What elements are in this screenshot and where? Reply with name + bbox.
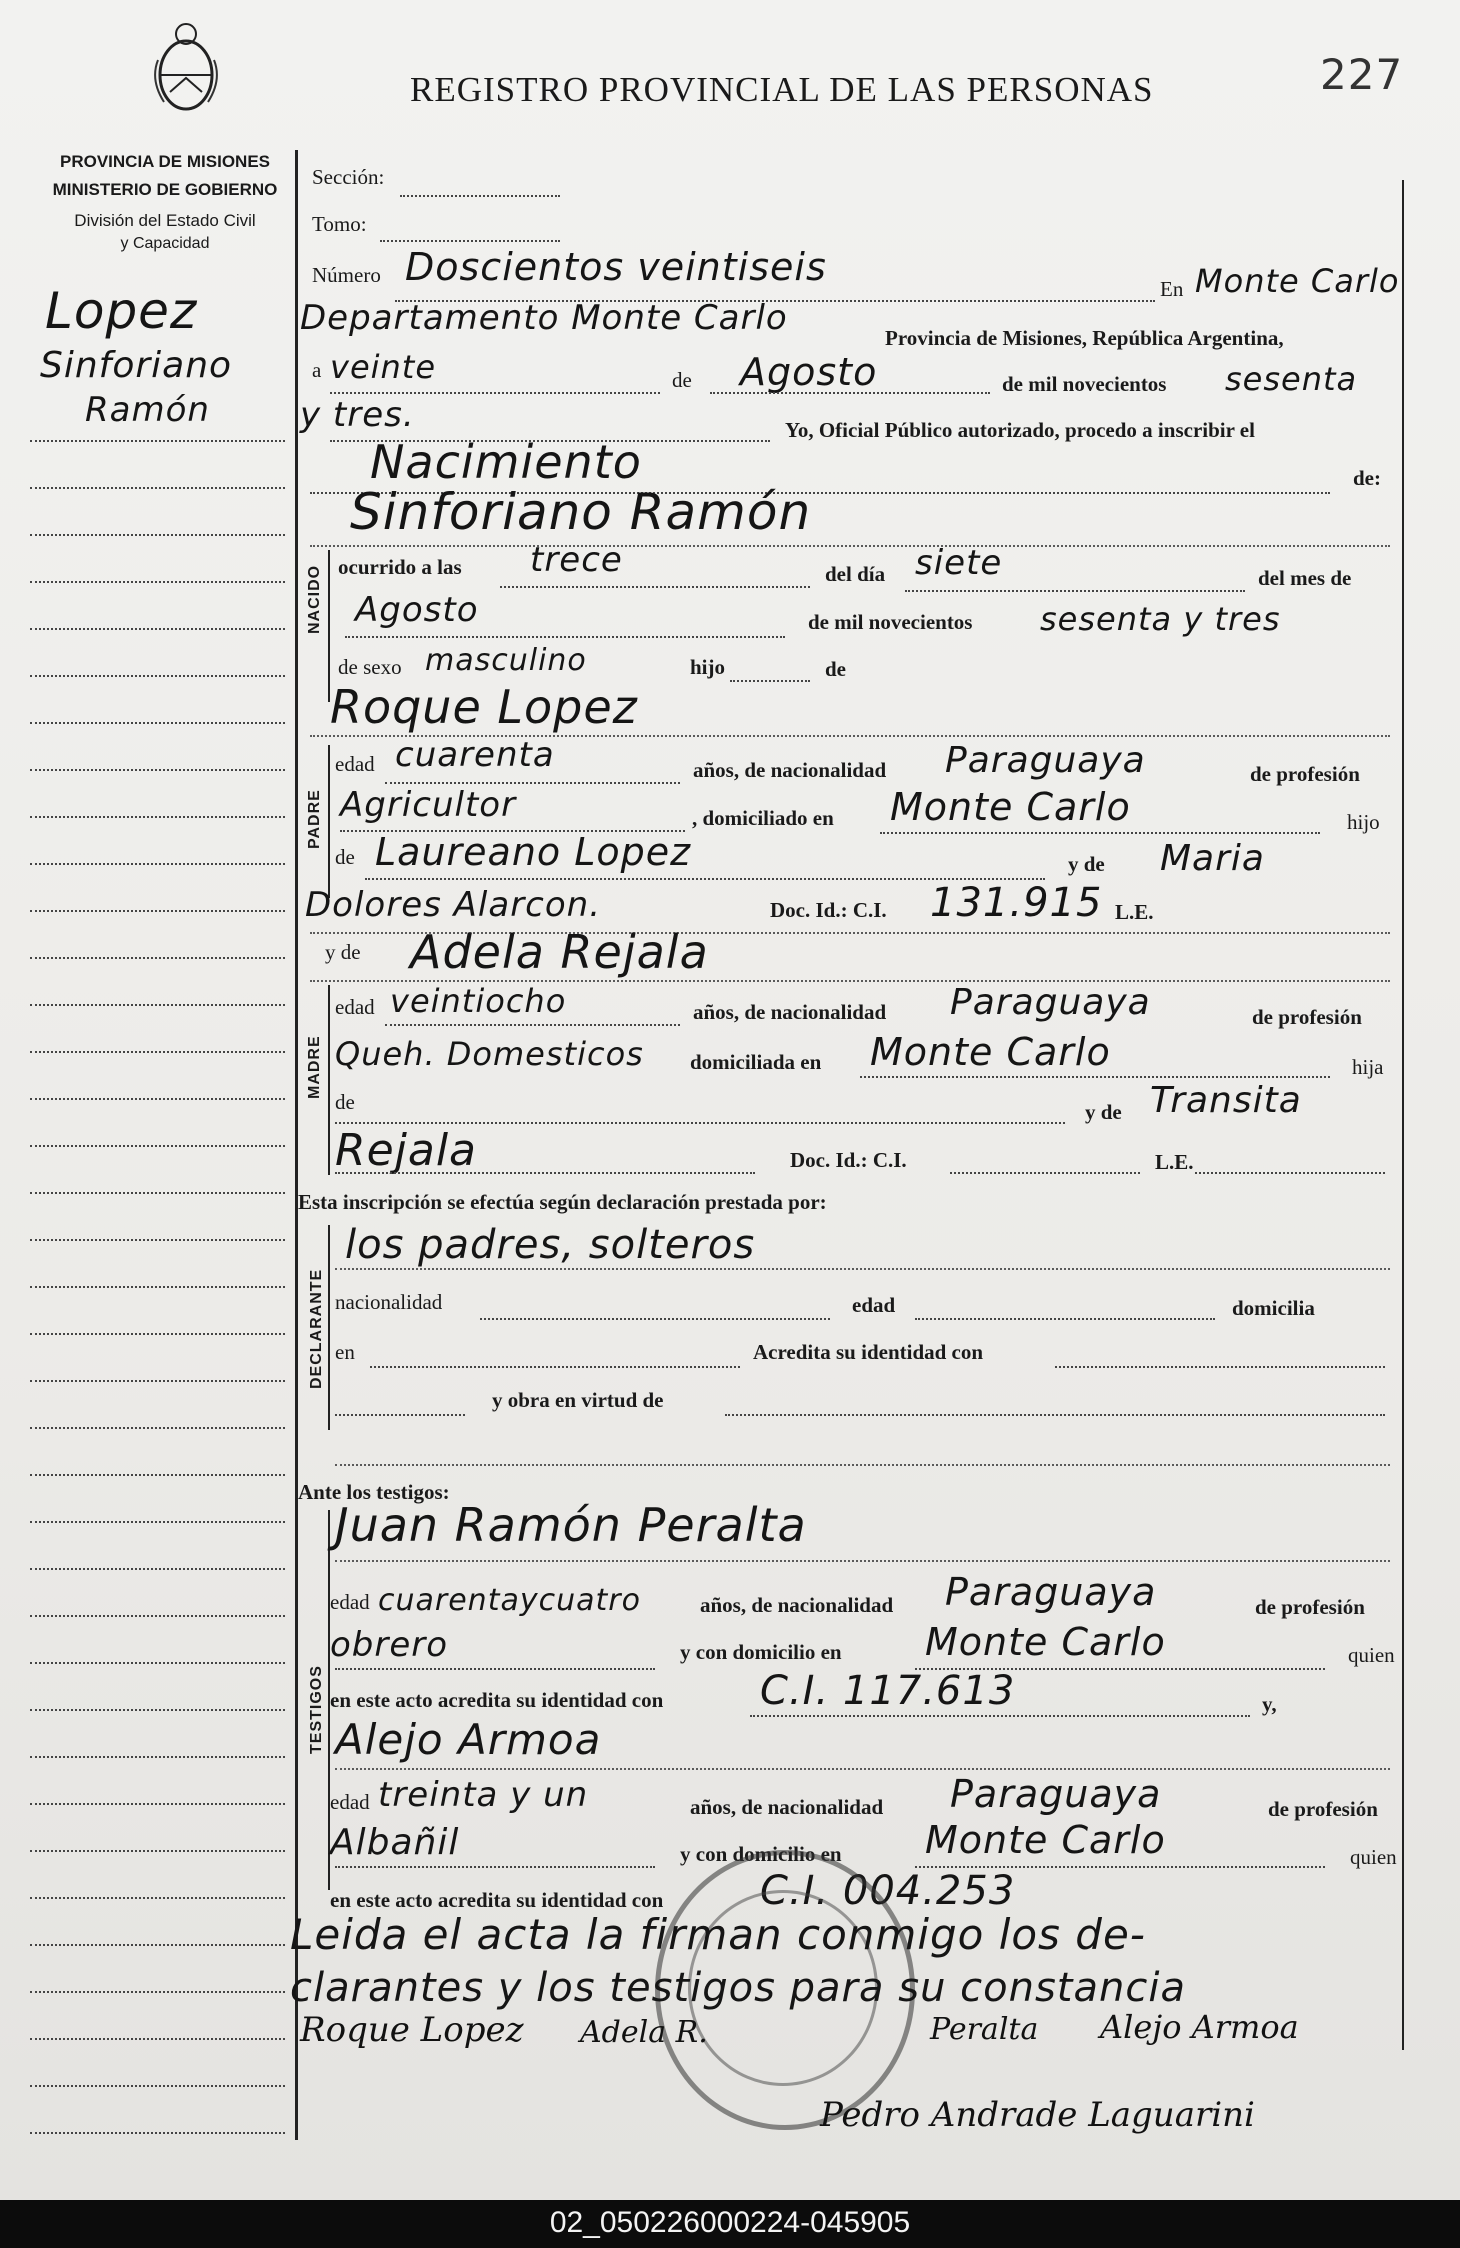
declarante-en-label: en: [335, 1340, 355, 1364]
page-number: 227: [1320, 50, 1404, 99]
margin-ruled-line: [30, 1098, 285, 1100]
ocurrido-label: ocurrido a las: [338, 555, 462, 579]
margin-ruled-line: [30, 581, 285, 583]
padre-de-label: de: [335, 845, 355, 869]
sexo-label: de sexo: [338, 655, 402, 679]
margin-ruled-line: [30, 2085, 285, 2087]
madre-apellido-value: Rejala: [335, 1125, 478, 1176]
testigo2-edad: treinta y un: [378, 1775, 589, 1815]
margin-ruled-line: [30, 1427, 285, 1429]
declarante-obra-label: y obra en virtud de: [492, 1388, 664, 1412]
padre-edad-line: [385, 782, 680, 784]
margin-ruled-line: [30, 1145, 285, 1147]
madre-le-line: [1195, 1172, 1385, 1174]
signature-peralta: Peralta: [930, 2012, 1039, 2047]
closing-line-1: Leida el acta la firman conmigo los de-: [290, 1910, 1146, 1959]
dia-nac-value: siete: [915, 543, 1003, 583]
a-label: a: [312, 358, 322, 382]
testigo2-prof-line: [335, 1866, 655, 1868]
tomo-label: Tomo:: [312, 212, 367, 236]
sexo-value: masculino: [425, 643, 587, 678]
padre-nombre-value: Roque Lopez: [330, 680, 638, 734]
acto-value: Nacimiento: [370, 435, 642, 489]
margin-ruled-line: [30, 957, 285, 959]
declarante-edad-line: [915, 1318, 1215, 1320]
padre-edad-label: edad: [335, 752, 375, 776]
margin-ruled-line: [30, 1850, 285, 1852]
mil-nac-label: de mil novecientos: [808, 610, 973, 634]
nombre-line: [310, 545, 1390, 547]
madre-rule: [328, 985, 330, 1175]
madre-profesion-value: Queh. Domesticos: [335, 1035, 644, 1073]
madre-nacionalidad-value: Paraguaya: [950, 982, 1151, 1023]
padre-domicilio-label: , domiciliado en: [692, 806, 834, 830]
padre-y-de-label: y de: [1068, 852, 1105, 876]
image-id-caption: 02_050226000224-045905: [549, 2206, 911, 2239]
margin-firstname: Sinforiano: [40, 345, 233, 386]
testigo2-prof-label: de profesión: [1268, 1797, 1378, 1821]
margin-ruled-line: [30, 1239, 285, 1241]
nombre-value: Sinforiano Ramón: [350, 483, 812, 541]
mes-line: [710, 392, 990, 394]
madre-le-label: L.E.: [1155, 1150, 1194, 1174]
mes-value: Agosto: [740, 350, 878, 394]
madre-madre-value: Transita: [1150, 1080, 1302, 1121]
madre-nacionalidad-label: años, de nacionalidad: [693, 1000, 887, 1024]
declarante-nacionalidad-label: nacionalidad: [335, 1290, 443, 1314]
padre-le-label: L.E.: [1115, 900, 1154, 924]
margin-ruled-line: [30, 722, 285, 724]
mil-label: de mil novecientos: [1002, 372, 1167, 396]
margin-ruled-line: [30, 1756, 285, 1758]
declarante-acredita-label: Acredita su identidad con: [753, 1340, 984, 1364]
org-line-3: División del Estado Civil: [74, 211, 256, 230]
testigos-section-label: TESTIGOS: [308, 1665, 325, 1754]
margin-ruled-line: [30, 1991, 285, 1993]
margin-ruled-line: [30, 440, 285, 442]
margin-surname: Lopez: [45, 282, 198, 340]
madre-doc-label: Doc. Id.: C.I.: [790, 1148, 907, 1172]
testigos-intro: Ante los testigos:: [298, 1480, 450, 1504]
padre-profesion-value: Agricultor: [340, 785, 517, 825]
seccion-line: [400, 195, 560, 197]
de-label: de: [672, 368, 692, 392]
padre-doc-label: Doc. Id.: C.I.: [770, 898, 887, 922]
margin-ruled-line: [30, 1615, 285, 1617]
nacido-de-label: de: [825, 657, 846, 681]
declarante-section-label: DECLARANTE: [308, 1268, 325, 1389]
declarante-domicilia-label: domicilia: [1232, 1296, 1315, 1320]
signature-roque-lopez: Roque Lopez: [300, 2010, 524, 2050]
document-title: REGISTRO PROVINCIAL DE LAS PERSONAS: [410, 70, 1154, 109]
declarante-obra-pre-line: [335, 1414, 465, 1416]
testigo1-nac: Paraguaya: [945, 1570, 1157, 1614]
madre-y-de-label: y de: [325, 940, 361, 964]
padre-nacionalidad-label: años, de nacionalidad: [693, 758, 887, 782]
madre-de-label: de: [335, 1090, 355, 1114]
declarante-rule: [328, 1225, 330, 1430]
testigo1-edad-label: edad: [330, 1590, 370, 1614]
margin-ruled-line: [30, 1897, 285, 1899]
testigo2-dom-label: y con domicilio en: [680, 1842, 842, 1866]
padre-profesion-label: de profesión: [1250, 762, 1360, 786]
margin-ruled-line: [30, 675, 285, 677]
closing-line-2: clarantes y los testigos para su constancia: [290, 1965, 1186, 2011]
testigo1-dom-label: y con domicilio en: [680, 1640, 842, 1664]
departamento-value: Departamento Monte Carlo: [300, 298, 788, 338]
padre-madre-value-2: Dolores Alarcon.: [305, 885, 602, 925]
margin-ruled-line: [30, 1662, 285, 1664]
madre-profesion-label: de profesión: [1252, 1005, 1362, 1029]
testigo2-quien: quien: [1350, 1845, 1397, 1869]
madre-domicilio-value: Monte Carlo: [870, 1030, 1111, 1074]
nacido-section-label: NACIDO: [306, 564, 323, 634]
testigo1-nac-label: años, de nacionalidad: [700, 1593, 894, 1617]
declarante-edad-label: edad: [852, 1293, 896, 1317]
padre-domicilio-line: [880, 832, 1320, 834]
hora-line: [500, 586, 810, 588]
madre-y-de2-label: y de: [1085, 1100, 1122, 1124]
margin-ruled-line: [30, 1568, 285, 1570]
margin-ruled-line: [30, 1192, 285, 1194]
padre-nacionalidad-value: Paraguaya: [945, 740, 1146, 781]
madre-edad-label: edad: [335, 995, 375, 1019]
padre-hijo-label: hijo: [1347, 810, 1380, 834]
madre-domicilio-line: [860, 1076, 1330, 1078]
del-dia-label: del día: [825, 562, 886, 586]
margin-ruled-line: [30, 1474, 285, 1476]
margin-ruled-line: [30, 1709, 285, 1711]
margin-ruled-line: [30, 1944, 285, 1946]
padre-madre-value-1: Maria: [1160, 838, 1265, 879]
left-column-rule: [295, 150, 298, 2140]
dia-line: [330, 392, 660, 394]
margin-ruled-line: [30, 628, 285, 630]
margin-ruled-line: [30, 1286, 285, 1288]
signature-adela: Adela R.: [580, 2015, 708, 2050]
hijo-label: hijo: [690, 655, 726, 679]
testigo2-edad-label: edad: [330, 1790, 370, 1814]
margin-ruled-line: [30, 2038, 285, 2040]
numero-label: Número: [312, 263, 381, 287]
del-mes-label: del mes de: [1258, 566, 1352, 590]
declarante-value-line: [335, 1268, 1390, 1270]
testigo1-y: y,: [1262, 1692, 1277, 1716]
org-line-2: MINISTERIO DE GOBIERNO: [52, 180, 278, 199]
margin-ruled-line: [30, 2132, 285, 2134]
declarante-nacionalidad-line: [480, 1318, 830, 1320]
margin-ruled-line: [30, 1004, 285, 1006]
mes-nac-value: Agosto: [355, 590, 479, 630]
testigo2-prof: Albañil: [330, 1822, 460, 1863]
margin-ruled-line: [30, 1803, 285, 1805]
padre-padre-value: Laureano Lopez: [375, 830, 692, 874]
hora-value: trece: [530, 540, 623, 580]
dia-value: veinte: [330, 348, 437, 386]
provincia-text: Provincia de Misiones, República Argentina,: [885, 326, 1284, 350]
de-colon-label: de:: [1353, 466, 1381, 490]
padre-doc-value: 131.915: [930, 880, 1103, 926]
en-label: En: [1160, 277, 1184, 301]
testigo1-edad: cuarentaycuatro: [378, 1583, 641, 1618]
declarante-value: los padres, solteros: [345, 1222, 756, 1268]
testigo2-nac-label: años, de nacionalidad: [690, 1795, 884, 1819]
margin-ruled-line: [30, 769, 285, 771]
testigo2-nombre-line: [335, 1768, 1390, 1770]
padre-section-label: PADRE: [306, 789, 323, 849]
madre-domicilio-label: domiciliada en: [690, 1050, 822, 1074]
padre-edad-value: cuarenta: [395, 735, 555, 775]
en-value: Monte Carlo: [1195, 262, 1400, 300]
tomo-line: [380, 240, 560, 242]
testigo1-prof-line: [335, 1668, 655, 1670]
anio-value-2: y tres.: [300, 395, 415, 435]
margin-secondname: Ramón: [85, 390, 210, 430]
testigo2-doc: C.I. 004.253: [760, 1868, 1016, 1914]
footer-bar: [0, 2200, 1460, 2248]
madre-doc-line: [950, 1172, 1140, 1174]
mes-nac-line: [345, 636, 785, 638]
madre-hija-label: hija: [1352, 1055, 1384, 1079]
declarante-en-line: [370, 1366, 740, 1368]
anio-value-1: sesenta: [1225, 360, 1358, 398]
margin-ruled-line: [30, 1333, 285, 1335]
hijo-line: [730, 680, 810, 682]
declarante-intro: Esta inscripción se efectúa según declaración prestada por:: [298, 1190, 827, 1214]
testigo1-prof-label: de profesión: [1255, 1595, 1365, 1619]
testigo1-prof: obrero: [330, 1625, 449, 1665]
margin-ruled-line: [30, 534, 285, 536]
margin-ruled-line: [30, 816, 285, 818]
testigo1-dom: Monte Carlo: [925, 1620, 1166, 1664]
margin-ruled-line: [30, 487, 285, 489]
padre-domicilio-value: Monte Carlo: [890, 785, 1131, 829]
signature-alejo-armoa: Alejo Armoa: [1100, 2008, 1299, 2046]
testigo1-doc: C.I. 117.613: [760, 1668, 1016, 1714]
testigo1-nombre: Juan Ramón Peralta: [335, 1498, 807, 1552]
declarante-obra-line: [725, 1414, 1385, 1416]
madre-edad-line: [385, 1024, 680, 1026]
testigo2-nombre: Alejo Armoa: [335, 1715, 602, 1764]
madre-apellido-line: [335, 1172, 755, 1174]
org-line-4: y Capacidad: [120, 235, 210, 252]
numero-value: Doscientos veintiseis: [405, 245, 827, 289]
padre-rule: [328, 745, 330, 898]
margin-ruled-line: [30, 863, 285, 865]
madre-nombre-value: Adela Rejala: [410, 925, 709, 979]
right-border-rule: [1402, 180, 1404, 2050]
testigo2-dom: Monte Carlo: [925, 1818, 1166, 1862]
testigo2-acredita-label: en este acto acredita su identidad con: [330, 1888, 664, 1912]
testigo1-nombre-line: [335, 1560, 1390, 1562]
margin-ruled-line: [30, 1521, 285, 1523]
margin-ruled-line: [30, 1380, 285, 1382]
testigo1-quien: quien: [1348, 1643, 1395, 1667]
madre-edad-value: veintiocho: [390, 982, 567, 1020]
anio-nac-value: sesenta y tres: [1040, 600, 1281, 638]
margin-ruled-line: [30, 1051, 285, 1053]
declarante-extra-line: [335, 1464, 1390, 1466]
madre-section-label: MADRE: [306, 1035, 323, 1099]
testigo2-nac: Paraguaya: [950, 1772, 1162, 1816]
seccion-label: Sección:: [312, 165, 385, 189]
testigo1-doc-line: [750, 1715, 1250, 1717]
oficial-text: Yo, Oficial Público autorizado, procedo a inscribir el: [785, 418, 1255, 442]
coat-of-arms-icon: [150, 20, 222, 115]
org-line-1: PROVINCIA DE MISIONES: [59, 152, 270, 171]
margin-ruled-line: [30, 910, 285, 912]
declarante-acredita-line: [1055, 1366, 1385, 1368]
dia-nac-line: [905, 590, 1245, 592]
madre-de-line: [335, 1122, 1065, 1124]
testigo1-acredita-label: en este acto acredita su identidad con: [330, 1688, 664, 1712]
signature-official: Pedro Andrade Laguarini: [820, 2095, 1255, 2135]
